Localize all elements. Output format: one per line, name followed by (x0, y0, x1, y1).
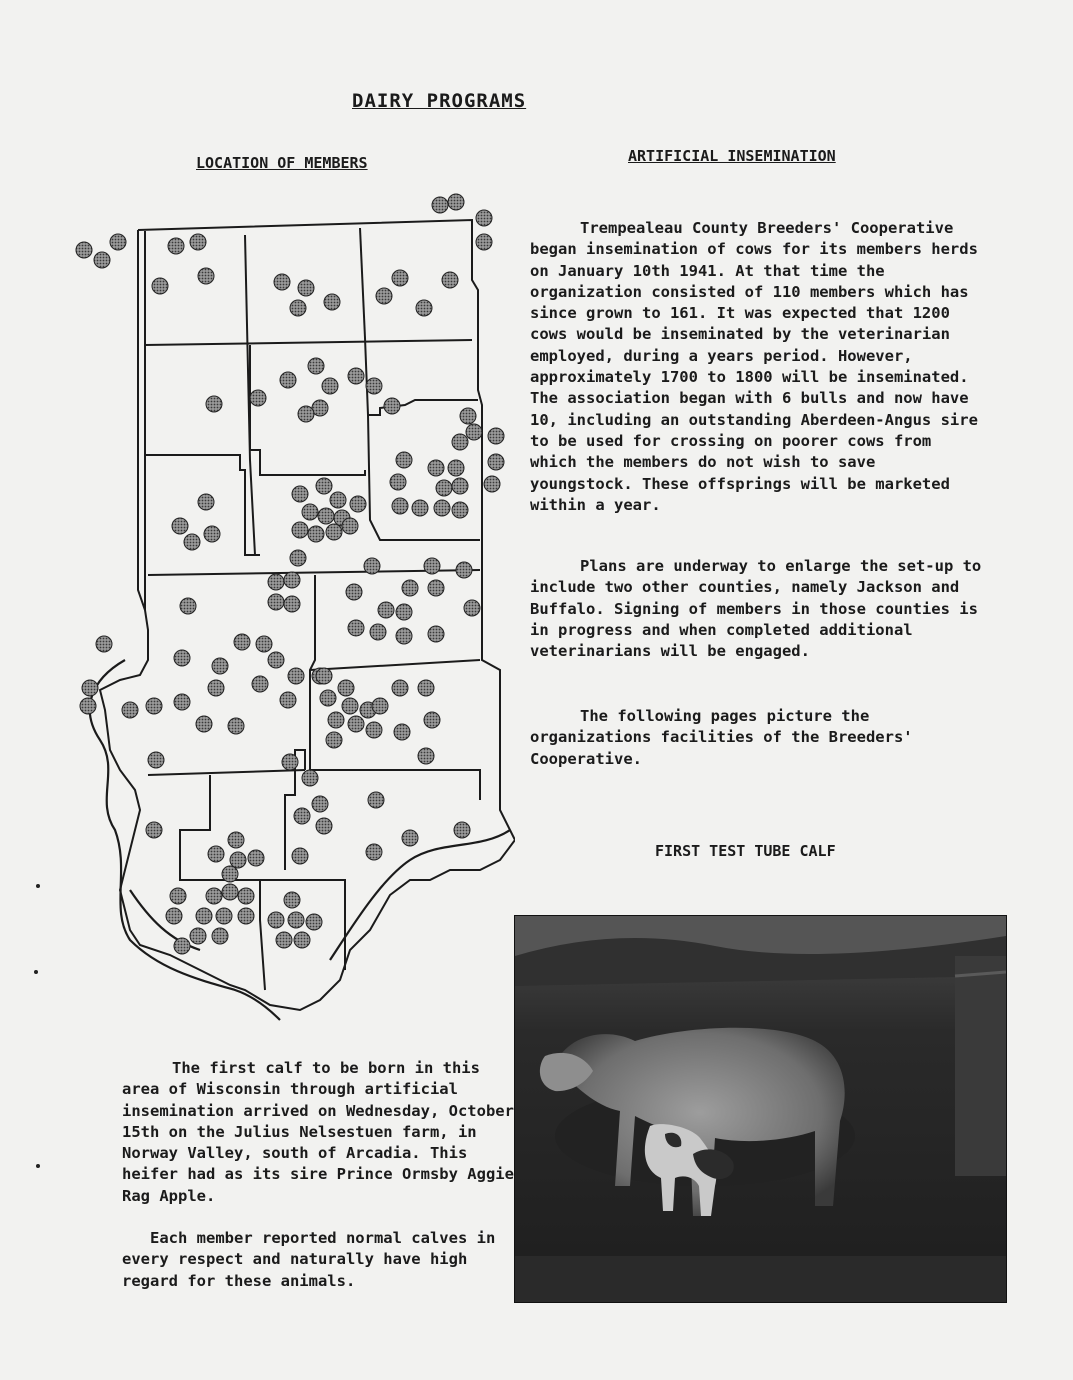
margin-speck (36, 1164, 40, 1168)
calf-paragraph-2: Each member reported normal calves in every respect and naturally have high regard for these animals. (122, 1229, 496, 1290)
county-outline (100, 220, 515, 1010)
margin-speck (36, 884, 40, 888)
calf-paragraph-1: The first calf to be born in this area of Wisconsin through artificial insemination arrived on Wednesday, October 15th on the Julius Nelsestuen farm, in Norway Valley, south of Arcadia. This heifer had as its sire Prince Ormsby Aggie Rag Apple. (122, 1059, 514, 1205)
county-member-map (60, 190, 515, 1025)
margin-speck (34, 970, 38, 974)
insemination-paragraph-2: Plans are underway to enlarge the set-up to include two other counties, namely Jackson and Buffalo. Signing of members in those counties is in progress and when completed additional veterinarians will be engaged. (530, 557, 982, 661)
insemination-paragraph-1: Trempealeau County Breeders' Cooperative began insemination of cows for its members herds on January 10th 1941. At that time the organization consisted of 110 members which has since grown to 161. It was expected that 1200 cows would be inseminated by the veterinarian employed, during a years period. However, approximately 1700 to 1800 will be inseminated. The association began with 6 bulls and now have 10, including an outstanding Aberdeen-Angus sire to be used for crossing on poorer cows from which the members do not wish to save youngstock. These offsprings will be marketed within a year. (530, 219, 978, 514)
calf-photo-caption: FIRST TEST TUBE CALF (655, 842, 836, 860)
calf-photo (514, 915, 1007, 1303)
insemination-heading: ARTIFICIAL INSEMINATION (628, 147, 836, 165)
insemination-paragraph-3: The following pages picture the organizations facilities of the Breeders' Cooperative. (530, 707, 913, 768)
member-dots (76, 194, 504, 954)
map-heading: LOCATION OF MEMBERS (196, 154, 368, 172)
page-title: DAIRY PROGRAMS (352, 90, 527, 112)
